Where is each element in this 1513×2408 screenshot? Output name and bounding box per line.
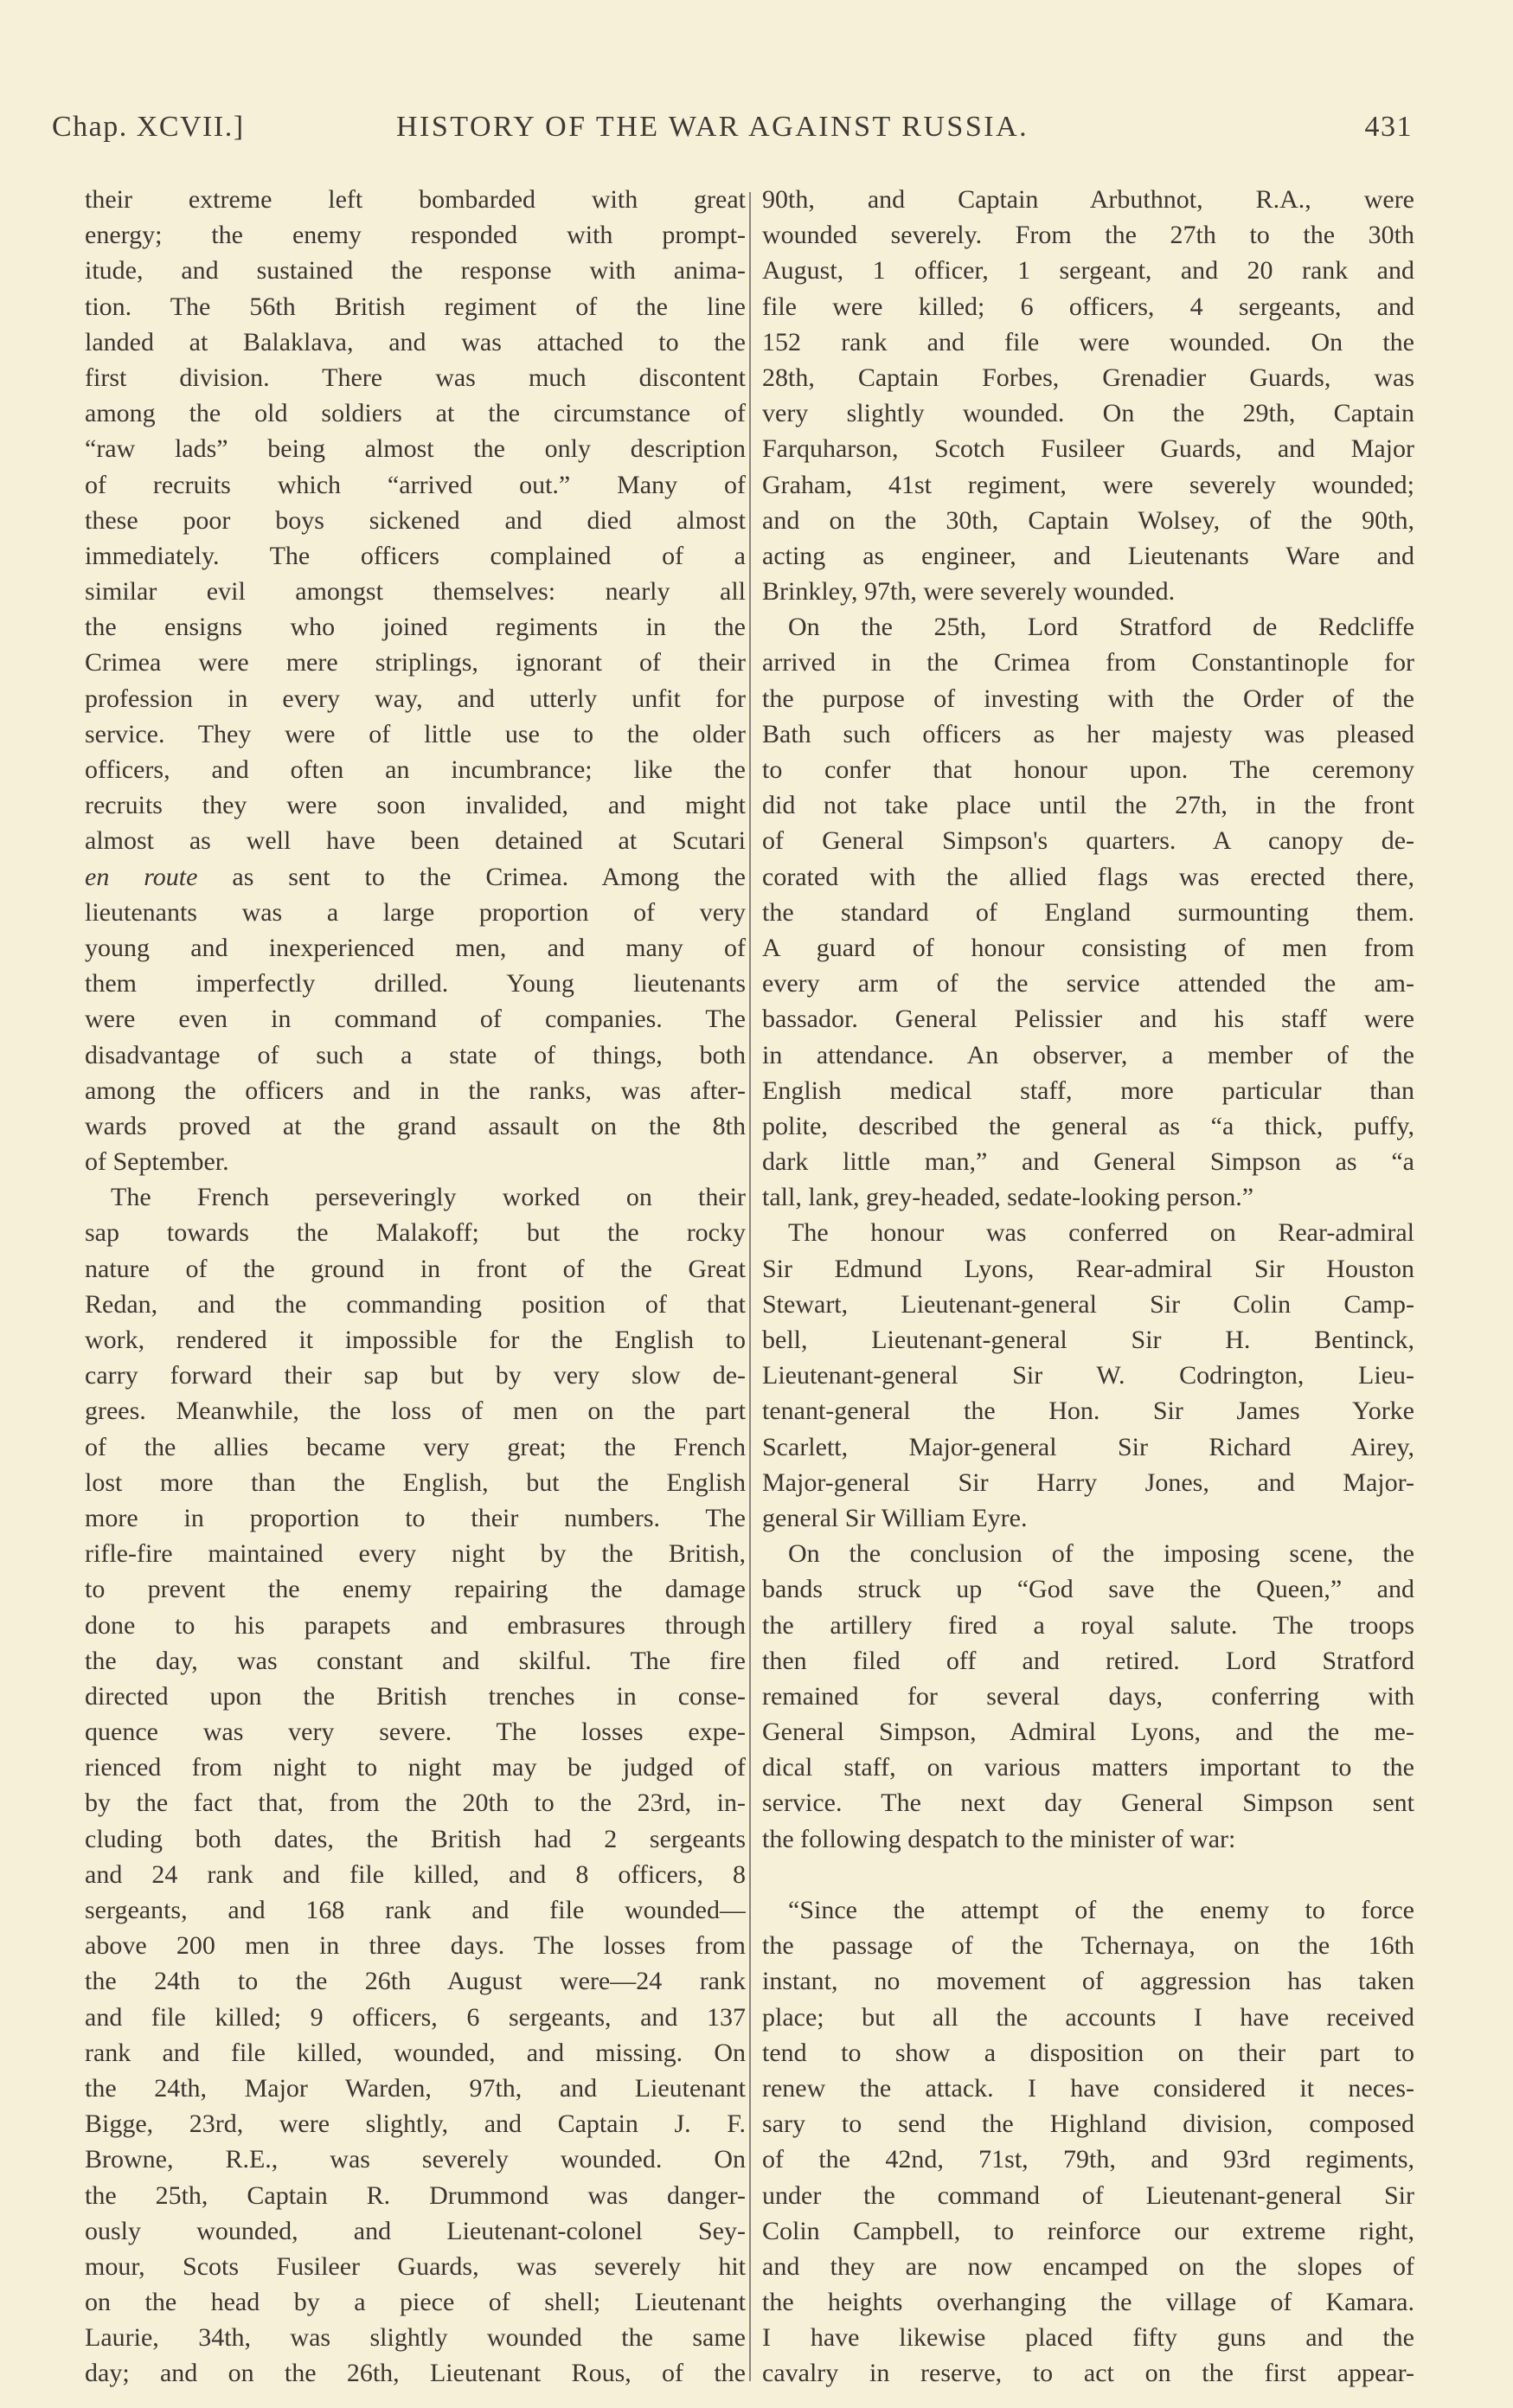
text-line: English medical staff, more particular than (762, 1076, 1414, 1105)
left-column (85, 182, 746, 2392)
text-line: of the 42nd, 71st, 79th, and 93rd regiments, (762, 2145, 1414, 2174)
text-line: by the fact that, from the 20th to the 23rd, in- (85, 1788, 746, 1818)
text-line: work, rendered it impossible for the English to (85, 1326, 746, 1354)
text-line: to confer that honour upon. The ceremony (762, 755, 1414, 784)
text-line: on the head by a piece of shell; Lieutenant (85, 2288, 746, 2317)
text-line: the passage of the Tchernaya, on the 16th (762, 1931, 1414, 1961)
text-line: general Sir William Eyre. (762, 1503, 1028, 1532)
text-line: acting as engineer, and Lieutenants Ware and (762, 541, 1414, 570)
text-line: I have likewise placed fifty guns and the (762, 2323, 1414, 2353)
text-line: bell, Lieutenant-general Sir H. Bentinck, (762, 1326, 1414, 1354)
text-line: “Since the attempt of the enemy to force (788, 1896, 1414, 1924)
text-line: almost as well have been detained at Scutari (85, 826, 746, 856)
text-line: Crimea were mere striplings, ignorant of their (85, 648, 746, 677)
text-line: service. The next day General Simpson sent (762, 1788, 1414, 1818)
text-line: and they are now encamped on the slopes of (762, 2251, 1414, 2281)
text-line: dark little man,” and General Simpson as “a (762, 1147, 1414, 1177)
text-line: then filed off and retired. Lord Stratford (762, 1646, 1414, 1675)
paragraph (762, 1536, 1414, 1857)
text-line: more in proportion to their numbers. The (85, 1503, 746, 1532)
text-line: service. They were of little use to the older (85, 719, 746, 748)
text-line: rifle-fire maintained every night by the British, (85, 1539, 746, 1569)
text-line: sary to send the Highland division, composed (762, 2109, 1414, 2139)
text-line: the ensigns who joined regiments in the (85, 613, 746, 642)
text-line: above 200 men in three days. The losses from (85, 1931, 746, 1961)
blank-line (762, 1857, 1414, 1892)
text-line: sap towards the Malakoff; but the rocky (85, 1218, 746, 1248)
text-line: the standard of England surmounting them. (762, 897, 1414, 927)
text-line: quence was very severe. The losses expe- (85, 1718, 746, 1747)
text-line: August, 1 officer, 1 sergeant, and 20 rank and (762, 256, 1414, 286)
text-line: very slightly wounded. On the 29th, Captain (762, 399, 1414, 428)
text-line: place; but all the accounts I have received (762, 2002, 1414, 2032)
text-line: were even in command of companies. The (85, 1005, 746, 1034)
text-line: grees. Meanwhile, the loss of men on the part (85, 1397, 746, 1426)
text-line: 28th, Captain Forbes, Grenadier Guards, was (762, 363, 1414, 392)
text-line: On the 25th, Lord Stratford de Redcliffe (788, 613, 1414, 642)
text-line: cluding both dates, the British had 2 sergeants (85, 1824, 746, 1853)
text-line (85, 859, 746, 895)
text-line: Sir Edmund Lyons, Rear-admiral Sir Houston (762, 1254, 1414, 1283)
paragraph (85, 182, 746, 1179)
text-line: these poor boys sickened and died almost (85, 505, 746, 535)
text-line: Bigge, 23rd, were slightly, and Captain J. F. (85, 2109, 746, 2139)
text-line: file were killed; 6 officers, 4 sergeants, and (762, 292, 1414, 321)
text-line: Lieutenant-general Sir W. Codrington, Lieu- (762, 1361, 1414, 1390)
text-line: similar evil amongst themselves: nearly all (85, 577, 746, 607)
text-line: Farquharson, Scotch Fusileer Guards, and Major (762, 434, 1414, 464)
text-line: energy; the enemy responded with prompt- (85, 221, 746, 250)
right-column (762, 182, 1414, 2392)
text-line: dical staff, on various matters important to the (762, 1753, 1414, 1782)
text-line: instant, no movement of aggression has taken (762, 1967, 1414, 1996)
text-line: cavalry in reserve, to act on the first appear- (762, 2359, 1414, 2388)
text-line: of recruits which “arrived out.” Many of (85, 470, 746, 499)
text-line: of September. (85, 1147, 229, 1177)
text-line: disadvantage of such a state of things, both (85, 1040, 746, 1069)
text-line: among the officers and in the ranks, was after- (85, 1076, 746, 1105)
text-line: to prevent the enemy repairing the damage (85, 1575, 746, 1604)
text-line: A guard of honour consisting of men from (762, 933, 1414, 962)
text-line: Bath such officers as her majesty was pleased (762, 719, 1414, 748)
text-line: their extreme left bombarded with great (85, 185, 746, 214)
text-line: the 24th, Major Warden, 97th, and Lieutenant (85, 2073, 746, 2103)
text-line: Laurie, 34th, was slightly wounded the same (85, 2323, 746, 2353)
text-line: carry forward their sap but by very slow de- (85, 1361, 746, 1390)
text-line: rank and file killed, wounded, and missing. On (85, 2038, 746, 2067)
text-line: ously wounded, and Lieutenant-colonel Sey- (85, 2216, 746, 2245)
text-line: remained for several days, conferring with (762, 1681, 1414, 1711)
text-line: young and inexperienced men, and many of (85, 933, 746, 962)
text-line: officers, and often an incumbrance; like the (85, 755, 746, 784)
column-divider (749, 192, 751, 2381)
text-line: bands struck up “God save the Queen,” and (762, 1575, 1414, 1604)
text-line: the 25th, Captain R. Drummond was danger- (85, 2180, 746, 2210)
text-line: Browne, R.E., was severely wounded. On (85, 2145, 746, 2174)
text-line: General Simpson, Admiral Lyons, and the me- (762, 1718, 1414, 1747)
text-line: corated with the allied flags was erected there, (762, 862, 1414, 891)
text-line: tenant-general the Hon. Sir James Yorke (762, 1397, 1414, 1426)
text-line: bassador. General Pelissier and his staff were (762, 1005, 1414, 1034)
text-line: itude, and sustained the response with anima- (85, 256, 746, 286)
text-line: polite, described the general as “a thick, puffy, (762, 1111, 1414, 1140)
text-line: The French perseveringly worked on their (111, 1183, 746, 1212)
text-line: nature of the ground in front of the Great (85, 1254, 746, 1283)
text-line: Stewart, Lieutenant-general Sir Colin Camp- (762, 1289, 1414, 1319)
text-line: immediately. The officers complained of a (85, 541, 746, 570)
text-line: in attendance. An observer, a member of the (762, 1040, 1414, 1069)
text-line: Graham, 41st regiment, were severely wounded; (762, 470, 1414, 499)
paragraph (762, 182, 1414, 609)
text-line: tend to show a disposition on their part to (762, 2038, 1414, 2067)
text-line: wounded severely. From the 27th to the 30th (762, 221, 1414, 250)
text-line: the heights overhanging the village of Kamara. (762, 2288, 1414, 2317)
text-line: did not take place until the 27th, in the front (762, 791, 1414, 820)
text-line: of the allies became very great; the French (85, 1432, 746, 1461)
text-line: of General Simpson's quarters. A canopy de- (762, 826, 1414, 856)
text-line: Redan, and the commanding position of that (85, 1289, 746, 1319)
running-header-title: HISTORY OF THE WAR AGAINST RUSSIA. (396, 111, 1029, 143)
text-line: Major-general Sir Harry Jones, and Major- (762, 1467, 1414, 1497)
text-line: every arm of the service attended the am- (762, 969, 1414, 999)
text-line: profession in every way, and utterly unfit for (85, 684, 746, 713)
text-line: and file killed; 9 officers, 6 sergeants, and 137 (85, 2002, 746, 2032)
text-line: the day, was constant and skilful. The fire (85, 1646, 746, 1675)
text-line: among the old soldiers at the circumstance of (85, 399, 746, 428)
text-line: Brinkley, 97th, were severely wounded. (762, 577, 1176, 607)
text-line: the 24th to the 26th August were—24 rank (85, 1967, 746, 1996)
text-line: renew the attack. I have considered it neces- (762, 2073, 1414, 2103)
text-line: rienced from night to night may be judged of (85, 1753, 746, 1782)
text-line: under the command of Lieutenant-general Sir (762, 2180, 1414, 2210)
text-line: the artillery fired a royal salute. The troops (762, 1610, 1414, 1640)
text-line: lost more than the English, but the English (85, 1467, 746, 1497)
text-line: landed at Balaklava, and was attached to the (85, 327, 746, 356)
text-line: tion. The 56th British regiment of the line (85, 292, 746, 321)
paragraph (762, 609, 1414, 1215)
text-line: sergeants, and 168 rank and file wounded— (85, 1896, 746, 1924)
text-line: the purpose of investing with the Order of the (762, 684, 1414, 713)
text-line: Colin Campbell, to reinforce our extreme right, (762, 2216, 1414, 2245)
text-line: mour, Scots Fusileer Guards, was severely hit (85, 2251, 746, 2281)
text-run: as sent to the Crimea. Among the (197, 862, 746, 891)
text-line: The honour was conferred on Rear-admiral (788, 1218, 1414, 1248)
italic-phrase: en route (85, 862, 198, 891)
text-line: 90th, and Captain Arbuthnot, R.A., were (762, 185, 1414, 214)
text-line: them imperfectly drilled. Young lieutenants (85, 969, 746, 999)
paragraph (762, 1892, 1414, 2392)
text-line: 152 rank and file were wounded. On the (762, 327, 1414, 356)
text-line: Scarlett, Major-general Sir Richard Airey, (762, 1432, 1414, 1461)
text-line: arrived in the Crimea from Constantinople for (762, 648, 1414, 677)
text-line: done to his parapets and embrasures through (85, 1610, 746, 1640)
text-line: wards proved at the grand assault on the 8th (85, 1111, 746, 1140)
text-line: “raw lads” being almost the only description (85, 434, 746, 464)
paragraph (85, 1179, 746, 2391)
text-line: day; and on the 26th, Lieutenant Rous, of the (85, 2359, 746, 2388)
text-line: the following despatch to the minister of war: (762, 1824, 1236, 1853)
text-line: directed upon the British trenches in conse- (85, 1681, 746, 1711)
text-line: first division. There was much discontent (85, 363, 746, 392)
text-line: On the conclusion of the imposing scene, the (788, 1539, 1414, 1569)
text-line: tall, lank, grey-headed, sedate-looking person.” (762, 1183, 1254, 1212)
page-number: 431 (1364, 111, 1413, 143)
text-line: lieutenants was a large proportion of very (85, 897, 746, 927)
text-line: and on the 30th, Captain Wolsey, of the 90th, (762, 505, 1414, 535)
text-line: recruits they were soon invalided, and might (85, 791, 746, 820)
text-line: and 24 rank and file killed, and 8 officers, 8 (85, 1859, 746, 1889)
running-header-chapter: Chap. XCVII.] (52, 111, 245, 143)
paragraph (762, 1215, 1414, 1536)
